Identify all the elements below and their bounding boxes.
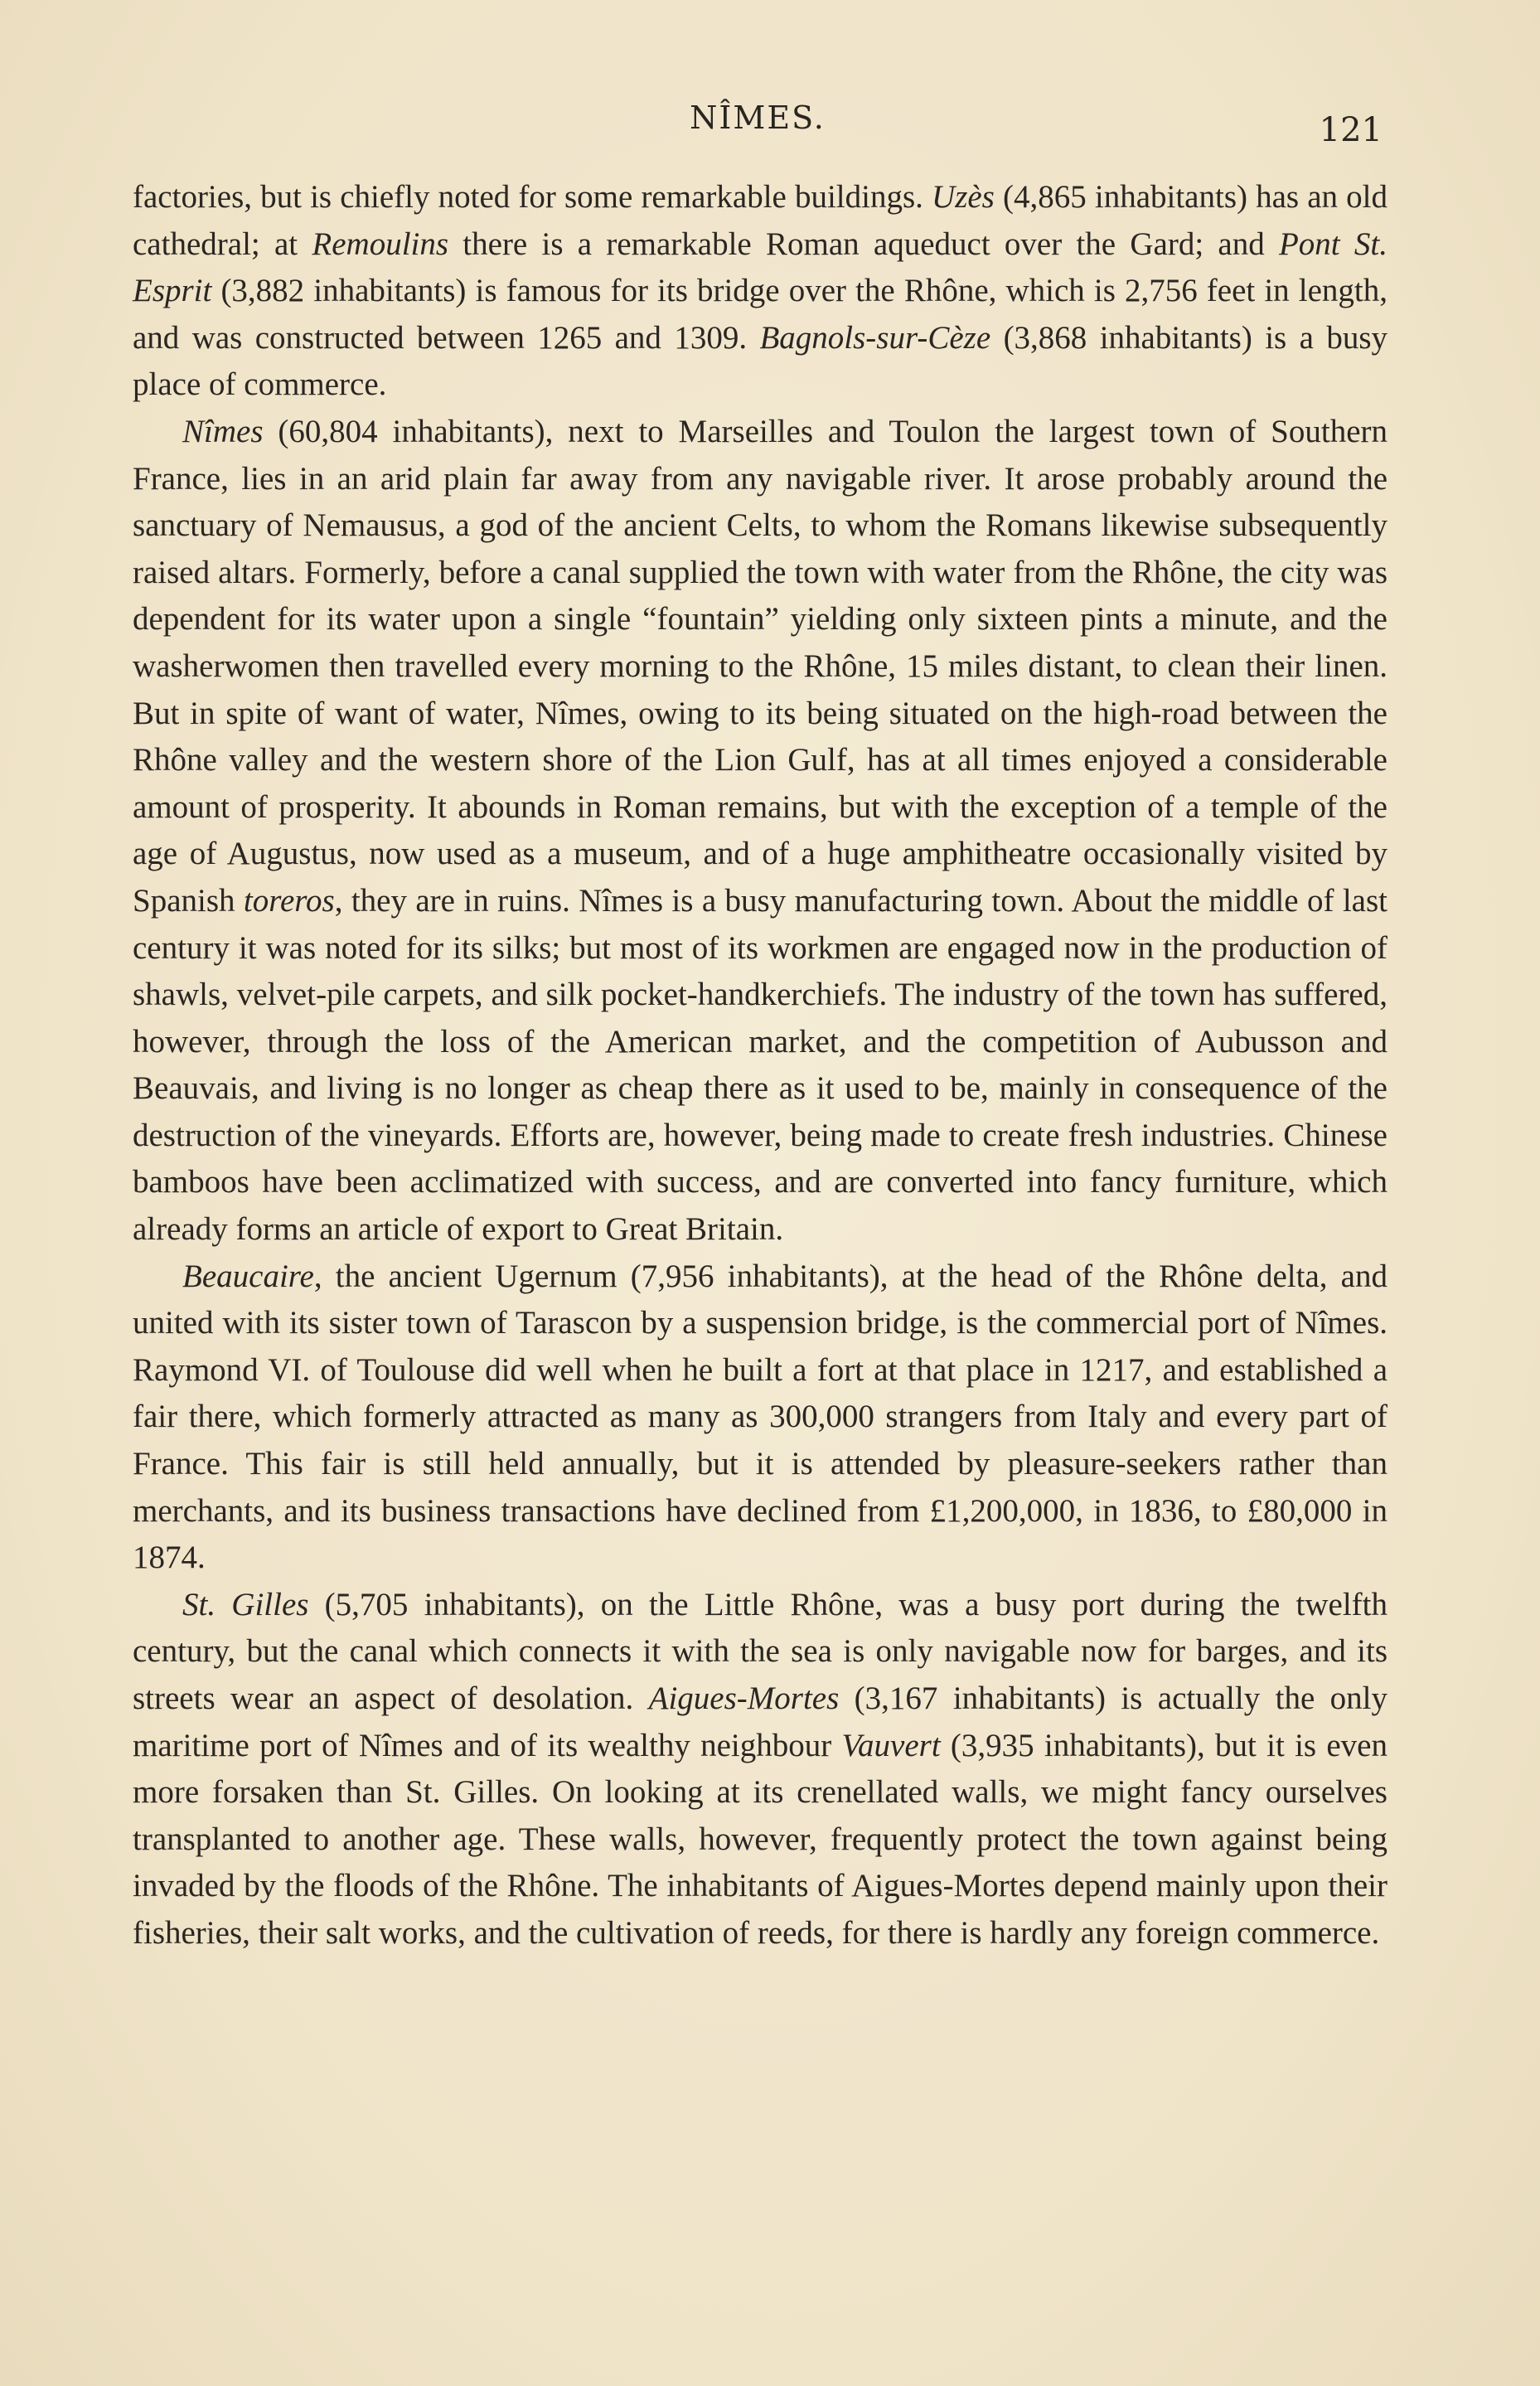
text-run: (60,804 inhabitants), next to Marseilles and Toulon the largest town of Southern France, lies in an arid plain far away from any navigable river. It arose probably around the sanctuary of Nemausus, a god of the ancient Celts, to whom the Romans likewise subsequently raised altars. Formerly, before a canal supplied the town with water from the Rhône, the city was dependent for its water upon a single “fountain” yielding only sixteen pints a minute, and the washerwomen then travelled every morning to the Rhône, 15 miles distant, to clean their linen. But in spite of want of water, Nîmes, owing to its being situated on the high-road between the Rhône valley and the western shore of the Lion Gulf, has at all times enjoyed a considerable amount of prosperity. It abounds in Roman remains, but with the exception of a temple of the age of Augustus, now used as a museum, and of a huge amphitheatre occasionally visited by Spanish [133,413,1387,919]
body-text [133,174,1387,1957]
italic-text: Bagnols-sur-Cèze [759,319,991,356]
page-title: NÎMES. [690,99,826,136]
page-number: 121 [1319,111,1383,149]
text-run: (3,167 inhabitants) is actually the only maritime port of Nîmes and of its wealthy neighbour [133,1680,1387,1763]
italic-text: Remoulins [312,226,449,262]
italic-text: toreros [243,882,335,919]
italic-text: Uzès [932,179,995,215]
text-run: (5,705 inhabitants), on the Little Rhône, was a busy port during the twelfth century, but the canal which connects it with the sea is only navigable now for barges, and its streets wear an aspect of desolation. [133,1586,1387,1716]
paragraph [133,174,1387,409]
italic-text: Vauvert [841,1727,941,1763]
paragraph [133,1582,1387,1957]
text-run: (4,865 inhabitants) has an old cathedral; at [133,179,1387,262]
paragraph [133,1254,1387,1582]
italic-text: Pont St. Esprit [133,226,1387,309]
italic-text: St. Gilles [182,1586,309,1622]
italic-text: Nîmes [182,413,264,449]
text-run: , the ancient Ugernum (7,956 inhabitants), at the head of the Rhône delta, and united with its sister town of Tarascon by a suspension bridge, is the commercial port of Nîmes. Raymond VI. of Toulouse did well when he built a fort at that place in 1217, and established a fair there, which formerly attracted as many as 300,000 strangers from Italy and every part of France. This fair is still held annually, but it is attended by pleasure-seekers rather than merchants, and its business transactions have declined from £1,200,000, in 1836, to £80,000 in 1874. [133,1258,1387,1576]
text-run: there is a remarkable Roman aqueduct over the Gard; and [448,226,1279,262]
text-run: , they are in ruins. Nîmes is a busy manufacturing town. About the middle of last century it was noted for its silks; but most of its workmen are engaged now in the production of shawls, velvet-pile carpets, and silk pocket-handkerchiefs. The industry of the town has suffered, however, through the loss of the American market, and the competition of Aubusson and Beauvais, and living is no longer as cheap there as it used to be, mainly in consequence of the destruction of the vineyards. Efforts are, however, being made to create fresh industries. Chinese bamboos have been acclimatized with success, and are converted into fancy furniture, which already forms an article of export to Great Britain. [133,882,1388,1248]
text-run: factories, but is chiefly noted for some remarkable buildings. [133,179,932,215]
italic-text: Beaucaire [182,1258,314,1294]
text-run: (3,868 inhabitants) is a busy place of commerce. [133,319,1387,403]
running-header [133,93,1383,149]
text-run: (3,935 inhabitants), but it is even more forsaken than St. Gilles. On looking at its crenellated walls, we might fancy ourselves transplanted to another age. These walls, however, frequently protect the town against being invaded by the floods of the Rhône. The inhabitants of Aigues-Mortes depend mainly upon their fisheries, their salt works, and the cultivation of reeds, for there is hardly any foreign commerce. [133,1727,1387,1951]
paragraph [133,409,1387,1254]
italic-text: Aigues-Mortes [648,1680,840,1716]
text-run: (3,882 inhabitants) is famous for its bridge over the Rhône, which is 2,756 feet in length, and was constructed between 1265 and 1309. [133,273,1387,356]
